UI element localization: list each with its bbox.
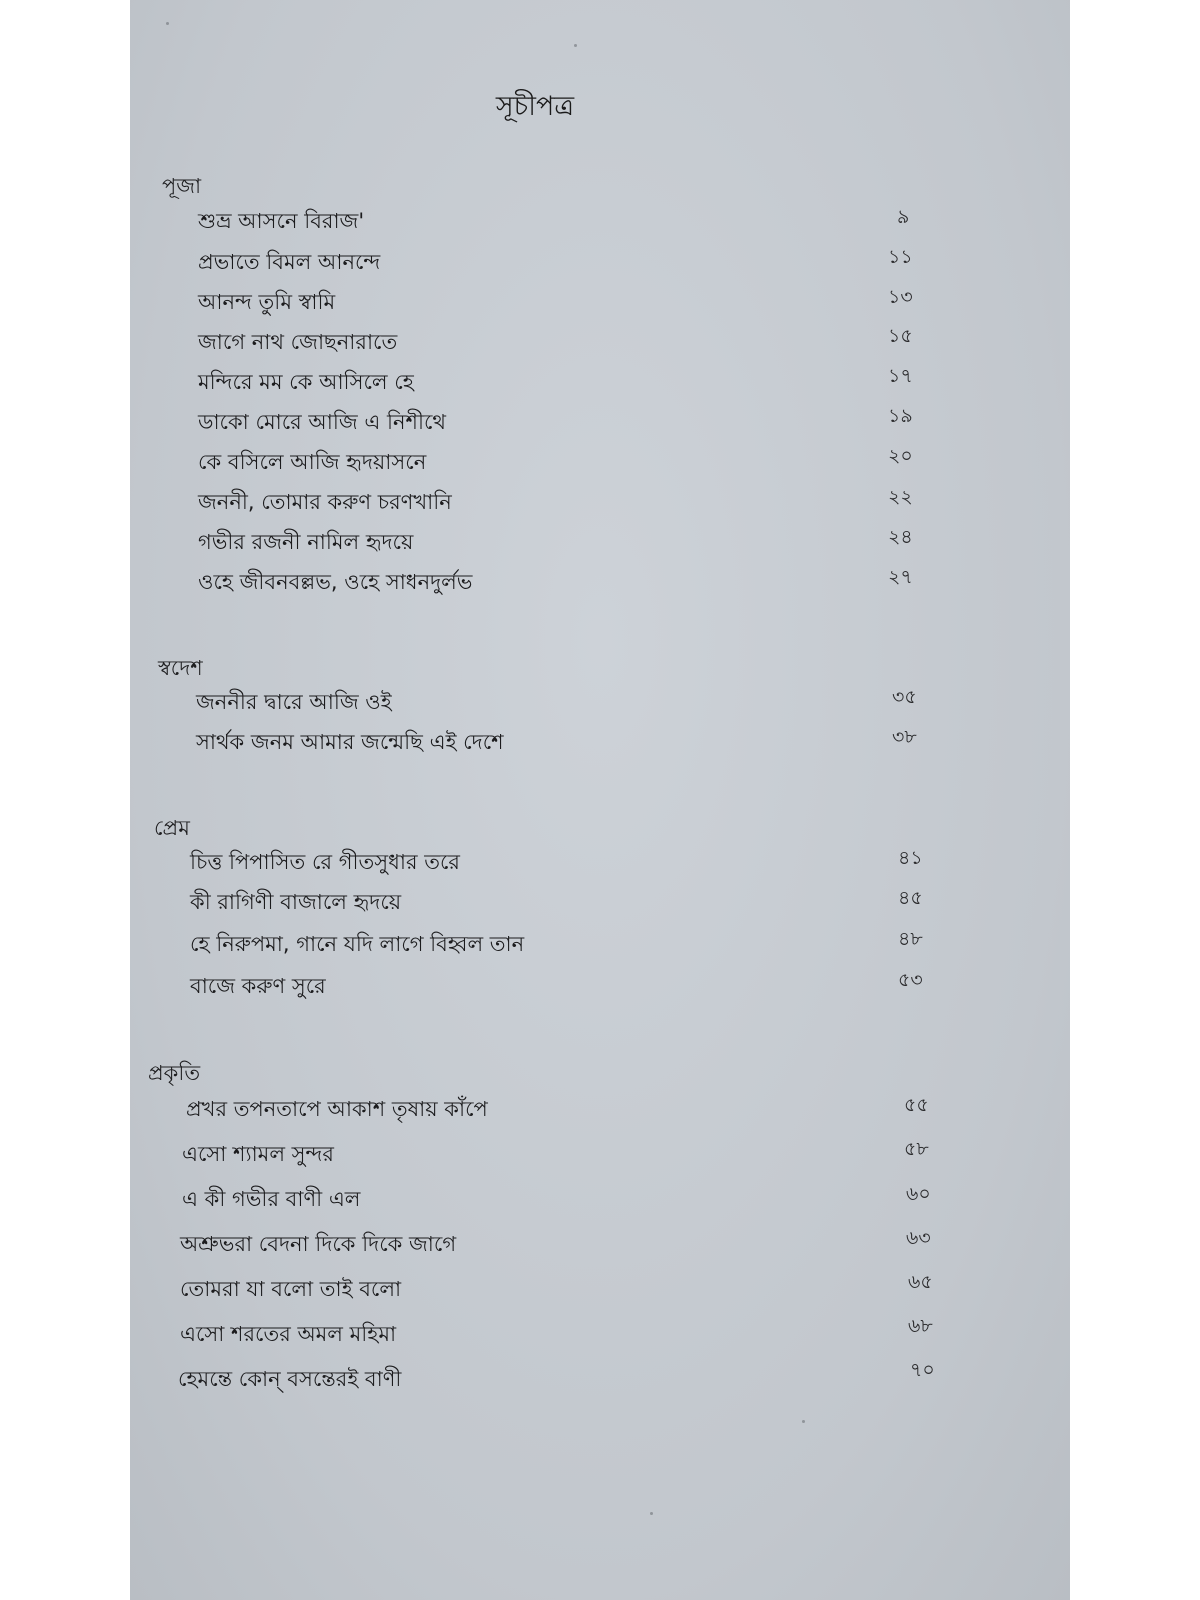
entry-page-number: ১৩ (888, 286, 913, 308)
book-page (130, 0, 1070, 1600)
entry-title: এসো শরতের অমল মহিমা (180, 1322, 397, 1346)
section-heading-swadesh: স্বদেশ (158, 656, 203, 680)
entry-page-number: ১৭ (888, 365, 913, 387)
entry-title: এসো শ্যামল সুন্দর (182, 1142, 334, 1166)
entry-title: এ কী গভীর বাণী এল (182, 1187, 361, 1211)
entry-title: প্রখর তপনতাপে আকাশ তৃষায় কাঁপে (186, 1097, 488, 1121)
entry-page-number: ২০ (888, 445, 913, 467)
entry-title: সার্থক জনম আমার জন্মেছি এই দেশে (196, 730, 504, 754)
entry-title: ডাকো মোরে আজি এ নিশীথে (198, 410, 447, 434)
entry-page-number: ৬৩ (906, 1227, 931, 1249)
entry-title: চিত্ত পিপাসিত রে গীতসুধার তরে (190, 850, 460, 874)
section-heading-puja: পূজা (162, 174, 202, 198)
entry-page-number: ১৫ (888, 325, 913, 347)
entry-page-number: ৬৫ (908, 1271, 933, 1293)
entry-page-number: ৬৮ (908, 1315, 933, 1337)
entry-title: মন্দিরে মম কে আসিলে হে (198, 370, 414, 394)
entry-page-number: ২২ (888, 486, 913, 508)
entry-title: শুভ্র আসনে বিরাজ' (198, 209, 365, 233)
entry-title: গভীর রজনী নামিল হৃদয়ে (198, 530, 414, 554)
entry-page-number: ৭০ (910, 1359, 935, 1381)
entry-page-number: ৫৩ (898, 969, 923, 991)
entry-title: ওহে জীবনবল্লভ, ওহে সাধনদুর্লভ (198, 570, 473, 594)
entry-page-number: ১৯ (888, 405, 913, 427)
entry-title: জননীর দ্বারে আজি ওই (196, 690, 392, 714)
toc-title: সূচীপত্র (495, 91, 575, 122)
entry-title: তোমরা যা বলো তাই বলো (180, 1277, 402, 1301)
entry-page-number: ৩৮ (892, 726, 917, 748)
entry-title: হেমন্তে কোন্ বসন্তেরই বাণী (178, 1367, 402, 1391)
entry-title: বাজে করুণ সুরে (190, 974, 326, 998)
entry-page-number: ২৪ (888, 526, 913, 548)
entry-page-number: ৪৫ (898, 887, 923, 909)
table-of-contents (130, 0, 1070, 1600)
entry-title: হে নিরুপমা, গানে যদি লাগে বিহ্বল তান (190, 932, 525, 956)
entry-page-number: ৪১ (898, 847, 923, 869)
paper-speck (574, 44, 577, 47)
entry-title: জননী, তোমার করুণ চরণখানি (198, 490, 452, 514)
paper-speck (166, 22, 169, 25)
entry-page-number: ৬০ (906, 1183, 931, 1205)
entry-page-number: ৫৫ (904, 1094, 929, 1116)
entry-page-number: ৯ (897, 206, 910, 228)
entry-title: জাগে নাথ জোছনারাতে (198, 330, 398, 354)
entry-title: কী রাগিণী বাজালে হৃদয়ে (190, 890, 402, 914)
entry-title: অশ্রুভরা বেদনা দিকে দিকে জাগে (180, 1232, 457, 1256)
entry-page-number: ২৭ (888, 566, 913, 588)
paper-speck (802, 1420, 805, 1423)
section-heading-prem: প্রেম (154, 816, 190, 840)
entry-title: আনন্দ তুমি স্বামি (198, 290, 336, 314)
entry-page-number: ৫৮ (904, 1138, 929, 1160)
section-heading-prakriti: প্রকৃতি (148, 1061, 201, 1085)
entry-page-number: ১১ (888, 246, 913, 268)
entry-page-number: ৪৮ (898, 928, 923, 950)
entry-title: প্রভাতে বিমল আনন্দে (198, 250, 381, 274)
entry-page-number: ৩৫ (892, 686, 917, 708)
entry-title: কে বসিলে আজি হৃদয়াসনে (198, 450, 427, 474)
paper-speck (650, 1512, 653, 1515)
